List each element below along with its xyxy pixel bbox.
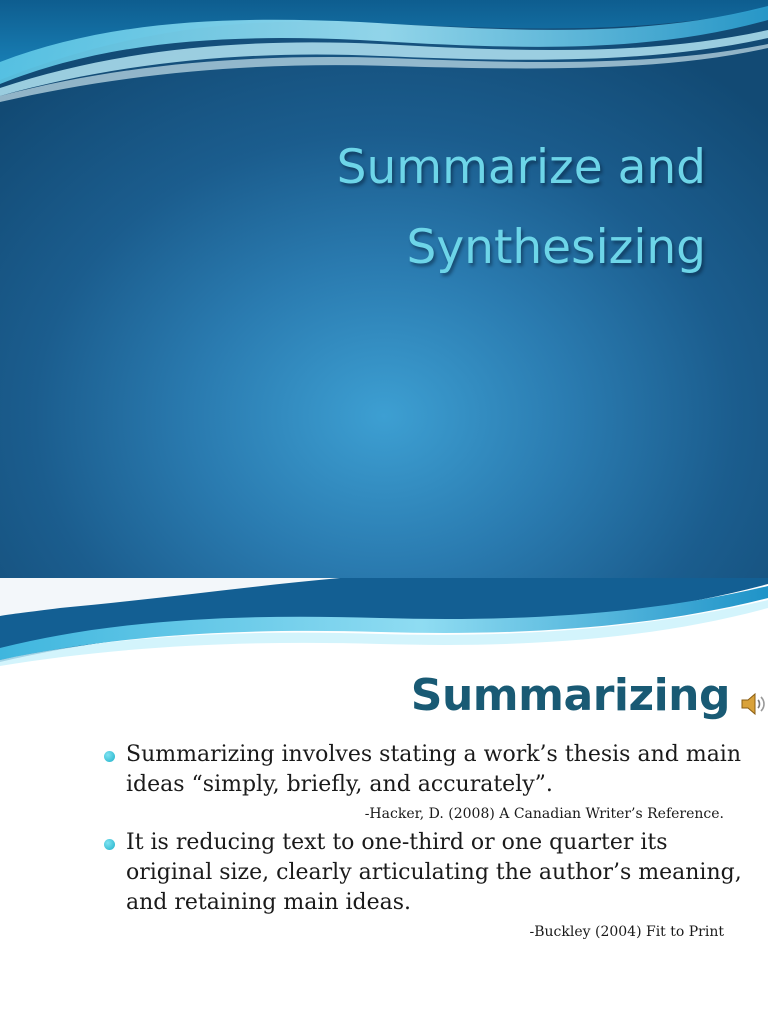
title-line-1: Summarize and: [336, 140, 706, 195]
bullet-text: It is reducing text to one-third or one quarter its original size, clearly articulating the author’s meaning, and retaining main ideas.: [126, 830, 742, 915]
wave-decoration-header: [0, 578, 768, 678]
slide-heading: Summarizing: [410, 670, 730, 721]
slide-title: [106, 128, 706, 288]
bullet-text: Summarizing involves stating a work’s thesis and main ideas “simply, briefly, and accurately”.: [126, 742, 742, 797]
bullet-dot-icon: [104, 839, 115, 850]
citation: -Hacker, D. (2008) A Canadian Writer’s Reference.: [364, 806, 724, 822]
bullet-item: [104, 740, 744, 800]
bullet-item: [104, 828, 744, 918]
speaker-icon[interactable]: [740, 691, 768, 717]
bullet-list: [104, 740, 744, 942]
title-line-2: Synthesizing: [406, 220, 706, 275]
bullet-dot-icon: [104, 751, 115, 762]
citation: -Buckley (2004) Fit to Print: [529, 924, 724, 940]
content-slide: [0, 578, 768, 1024]
